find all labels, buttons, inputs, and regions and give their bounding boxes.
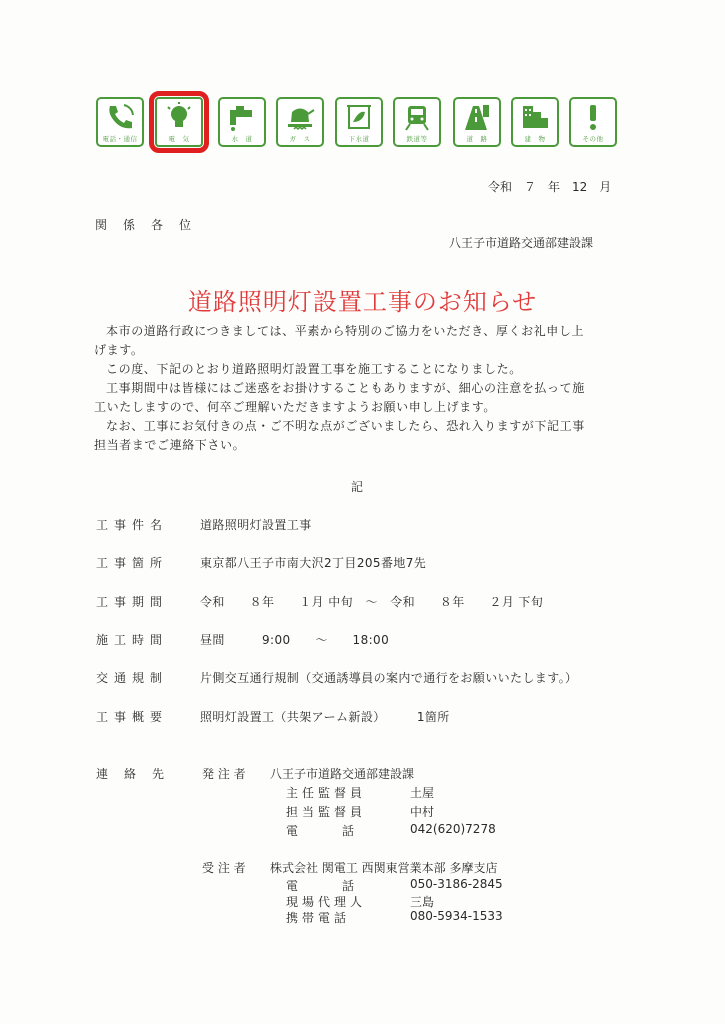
gas-kettle-icon: ガ ス xyxy=(276,97,324,147)
faucet-icon: 水 道 xyxy=(218,97,266,147)
road-icon: 道 路 xyxy=(453,97,501,147)
contractor-role: 携帯電話 xyxy=(286,911,351,925)
orderer-phone: 042(620)7278 xyxy=(410,822,496,836)
detail-value: 令和 ８年 １月 中旬 ～ 令和 ８年 ２月 下旬 xyxy=(200,595,544,609)
train-icon: 鉄道等 xyxy=(393,97,441,147)
orderer-role: 担当監督員 xyxy=(286,805,367,819)
detail-label: 工事件名 xyxy=(96,518,169,532)
contractor-mobile: 080-5934-1533 xyxy=(410,909,503,923)
body-paragraph: この度、下記のとおり道路照明灯設置工事を施工することになりました。 xyxy=(106,362,522,376)
sewer-icon: 下水道 xyxy=(335,97,383,147)
body-paragraph: 本市の道路行政につきましては、平素から特別のご協力をいただき、厚くお礼申し上げます。 xyxy=(94,324,585,357)
orderer-role: 電 話 xyxy=(286,824,357,838)
contractor-name: 株式会社 関電工 西関東営業本部 多摩支店 xyxy=(270,861,498,875)
phone-icon: 電話・通信 xyxy=(96,97,144,147)
detail-label: 交通規制 xyxy=(96,671,169,685)
contact-label: 連絡先 xyxy=(96,767,181,781)
orderer-value: 中村 xyxy=(410,805,435,819)
ki-heading: 記 xyxy=(351,480,364,494)
contractor-role: 電 話 xyxy=(286,879,357,893)
orderer-value: 土屋 xyxy=(410,786,435,800)
body-text xyxy=(94,322,594,455)
detail-label: 工事概要 xyxy=(96,710,169,724)
orderer-role: 主任監督員 xyxy=(286,786,367,800)
building-icon: 建 物 xyxy=(511,97,559,147)
contractor-phone: 050-3186-2845 xyxy=(410,877,503,891)
detail-value: 昼間 9:00 ～ 18:00 xyxy=(200,633,390,647)
detail-value: 片側交互通行規制（交通誘導員の案内で通行をお願いいたします。） xyxy=(200,671,578,685)
body-paragraph: 工事期間中は皆様にはご迷惑をお掛けすることもありますが、細心の注意を払って施工いたしますので、何卒ご理解いただきますようお願い申し上げます。 xyxy=(94,381,585,414)
lightbulb-icon: 電 気 xyxy=(155,97,203,147)
orderer-label: 発 注 者 xyxy=(202,767,246,781)
detail-label: 工事期間 xyxy=(96,595,169,609)
addressee: 関 係 各 位 xyxy=(95,218,194,232)
contractor-value: 三島 xyxy=(410,895,435,909)
exclamation-icon: その他 xyxy=(569,97,617,147)
detail-label: 施工時間 xyxy=(96,633,169,647)
sender: 八王子市道路交通部建設課 xyxy=(449,236,594,250)
utility-icon-row xyxy=(96,97,621,153)
page-title: 道路照明灯設置工事のお知らせ xyxy=(187,288,538,316)
contractor-role: 現場代理人 xyxy=(286,895,367,909)
contractor-label: 受 注 者 xyxy=(202,861,246,875)
body-paragraph: なお、工事にお気付きの点・ご不明な点がございましたら、恐れ入りますが下記工事担当者までご連絡下さい。 xyxy=(94,419,585,452)
detail-label: 工事箇所 xyxy=(96,556,169,570)
detail-value: 照明灯設置工（共架アーム新設） 1箇所 xyxy=(200,710,450,724)
orderer-name: 八王子市道路交通部建設課 xyxy=(270,767,415,781)
issue-date: 令和 ７ 年 12 月 xyxy=(488,180,612,194)
detail-value: 東京都八王子市南大沢2丁目205番地7先 xyxy=(200,556,427,570)
detail-value: 道路照明灯設置工事 xyxy=(200,518,312,532)
